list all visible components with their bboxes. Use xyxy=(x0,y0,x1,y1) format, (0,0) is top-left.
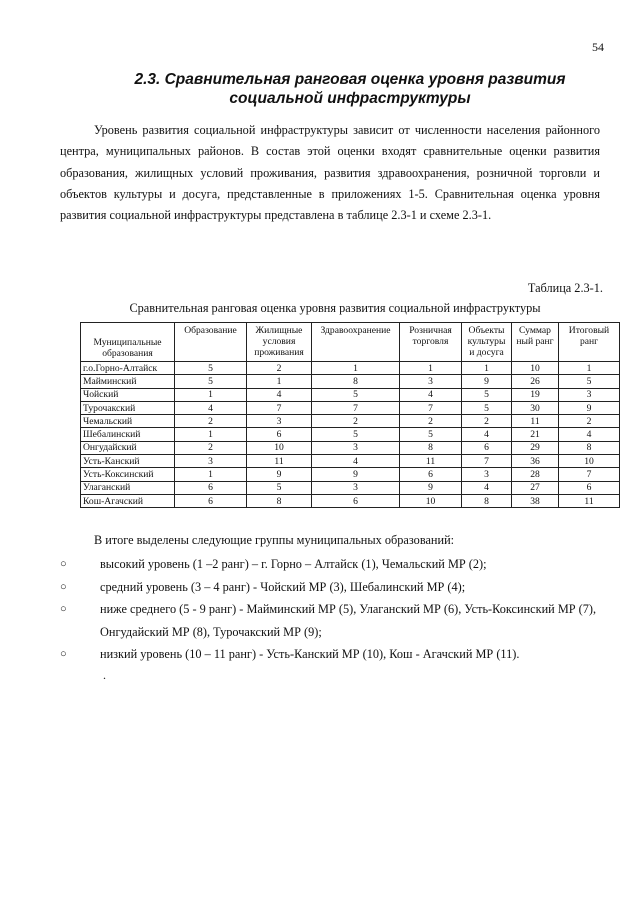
header-cell: Здравоохранение xyxy=(312,323,400,362)
list-item xyxy=(60,643,620,666)
rank-cell: 11 xyxy=(512,415,559,428)
rank-cell: 3 xyxy=(312,481,400,494)
municipality-cell: Улаганский xyxy=(81,481,175,494)
table-row xyxy=(81,481,620,494)
rank-cell: 8 xyxy=(559,441,620,454)
rank-cell: 4 xyxy=(462,428,512,441)
rank-cell: 26 xyxy=(512,375,559,388)
rank-cell: 7 xyxy=(400,401,462,414)
table-header-row xyxy=(81,323,620,362)
body-paragraph xyxy=(60,120,600,226)
municipality-cell: Чемальский xyxy=(81,415,175,428)
table-row xyxy=(81,468,620,481)
rank-cell: 3 xyxy=(559,388,620,401)
rank-cell: 27 xyxy=(512,481,559,494)
rank-cell: 5 xyxy=(462,388,512,401)
bullet-circle-icon: ○ xyxy=(60,603,67,615)
municipality-cell: Турочакский xyxy=(81,401,175,414)
rank-cell: 9 xyxy=(247,468,312,481)
rank-cell: 7 xyxy=(247,401,312,414)
rank-cell: 30 xyxy=(512,401,559,414)
table-row xyxy=(81,362,620,375)
page-number: 54 xyxy=(592,40,604,54)
rank-cell: 5 xyxy=(400,428,462,441)
municipality-cell: Усть-Канский xyxy=(81,455,175,468)
groups-list xyxy=(60,553,620,666)
rank-cell: 10 xyxy=(247,441,312,454)
rank-cell: 8 xyxy=(312,375,400,388)
municipality-cell: г.о.Горно-Алтайск xyxy=(81,362,175,375)
table-row xyxy=(81,401,620,414)
rank-cell: 5 xyxy=(175,362,247,375)
rank-cell: 7 xyxy=(559,468,620,481)
rank-cell: 2 xyxy=(312,415,400,428)
rank-cell: 6 xyxy=(247,428,312,441)
rank-cell: 1 xyxy=(400,362,462,375)
rank-cell: 5 xyxy=(559,375,620,388)
rank-cell: 3 xyxy=(247,415,312,428)
table-row xyxy=(81,375,620,388)
rank-cell: 4 xyxy=(462,481,512,494)
table-row xyxy=(81,428,620,441)
rank-cell: 8 xyxy=(400,441,462,454)
rank-cell: 9 xyxy=(462,375,512,388)
rank-cell: 6 xyxy=(175,481,247,494)
municipality-cell: Шебалинский xyxy=(81,428,175,441)
rank-cell: 4 xyxy=(400,388,462,401)
rank-cell: 1 xyxy=(175,468,247,481)
rank-cell: 1 xyxy=(559,362,620,375)
rank-cell: 5 xyxy=(462,401,512,414)
rank-cell: 5 xyxy=(312,428,400,441)
rank-cell: 4 xyxy=(312,455,400,468)
table-row xyxy=(81,388,620,401)
rank-cell: 9 xyxy=(400,481,462,494)
rank-cell: 1 xyxy=(247,375,312,388)
rank-cell: 10 xyxy=(400,494,462,507)
bullet-circle-icon: ○ xyxy=(60,580,67,593)
rank-cell: 3 xyxy=(400,375,462,388)
bullet-circle-icon: ○ xyxy=(60,648,67,660)
list-item-text: средний уровень (3 – 4 ранг) - Чойский МР (3), Шебалинский МР (4); xyxy=(100,579,466,594)
rank-cell: 19 xyxy=(512,388,559,401)
rank-cell: 3 xyxy=(175,455,247,468)
table-caption: Сравнительная ранговая оценка уровня развития социальной инфраструктуры xyxy=(129,301,541,315)
rank-cell: 36 xyxy=(512,455,559,468)
rank-cell: 10 xyxy=(512,362,559,375)
list-item xyxy=(60,553,620,576)
header-cell: Жилищные условия проживания xyxy=(247,323,312,362)
list-item-text: ниже среднего (5 - 9 ранг) - Майминский МР (5), Улаганский МР (6), Усть-Коксинский МР (7), Онгудайский МР (8), Турочакский МР (9); xyxy=(100,602,597,639)
list-item xyxy=(60,598,620,643)
rank-cell: 2 xyxy=(247,362,312,375)
header-cell: Образование xyxy=(175,323,247,362)
rank-cell: 6 xyxy=(559,481,620,494)
rank-cell: 38 xyxy=(512,494,559,507)
header-municipalities: Муниципальные образования xyxy=(93,337,162,359)
ranking-table xyxy=(80,322,620,508)
rank-cell: 28 xyxy=(512,468,559,481)
municipality-cell: Кош-Агачский xyxy=(81,494,175,507)
rank-cell: 11 xyxy=(400,455,462,468)
rank-cell: 8 xyxy=(247,494,312,507)
list-item-text: низкий уровень (10 – 11 ранг) - Усть-Канский МР (10), Кош - Агачский МР (11). xyxy=(100,647,520,661)
rank-cell: 7 xyxy=(312,401,400,414)
header-cell: Итоговый ранг xyxy=(559,323,620,362)
rank-cell: 1 xyxy=(175,428,247,441)
table-row xyxy=(81,494,620,507)
rank-cell: 3 xyxy=(462,468,512,481)
rank-cell: 2 xyxy=(559,415,620,428)
rank-cell: 7 xyxy=(462,455,512,468)
list-item xyxy=(60,576,620,599)
rank-cell: 6 xyxy=(400,468,462,481)
table-row xyxy=(81,441,620,454)
rank-cell: 6 xyxy=(312,494,400,507)
rank-cell: 10 xyxy=(559,455,620,468)
rank-cell: 5 xyxy=(312,388,400,401)
rank-cell: 11 xyxy=(247,455,312,468)
rank-cell: 9 xyxy=(312,468,400,481)
table-body xyxy=(81,362,620,508)
rank-cell: 6 xyxy=(175,494,247,507)
rank-cell: 21 xyxy=(512,428,559,441)
rank-cell: 9 xyxy=(559,401,620,414)
rank-cell: 6 xyxy=(462,441,512,454)
rank-cell: 11 xyxy=(559,494,620,507)
header-cell: Розничная торговля xyxy=(400,323,462,362)
summary-intro: В итоге выделены следующие группы муниципальных образований: xyxy=(94,533,455,547)
rank-cell: 29 xyxy=(512,441,559,454)
rank-cell: 4 xyxy=(559,428,620,441)
section-heading xyxy=(0,70,640,108)
table-row xyxy=(81,455,620,468)
header-cell: Суммар ный ранг xyxy=(512,323,559,362)
header-cell: Объекты культуры и досуга xyxy=(462,323,512,362)
header-cell xyxy=(81,323,175,362)
municipality-cell: Чойский xyxy=(81,388,175,401)
stray-mark: . xyxy=(103,668,106,682)
list-item-text: высокий уровень (1 –2 ранг) – г. Горно – Алтайск (1), Чемальский МР (2); xyxy=(100,557,487,571)
rank-cell: 2 xyxy=(462,415,512,428)
rank-cell: 1 xyxy=(175,388,247,401)
rank-cell: 2 xyxy=(400,415,462,428)
paragraph-text: Уровень развития социальной инфраструктуры зависит от численности населения районного центра, муниципальных районов. В состав этой оценки входят сравнительные оценки развития образования, жилищных условий проживания, развития здравоохранения, розничной торговли и объектов культуры и досуга, представленные в приложениях 1-5. Сравнительная оценка уровня развития социальной инфраструктуры представлена в таблице 2.3-1 и схеме 2.3-1. xyxy=(60,123,600,223)
section-title-line1: 2.3. Сравнительная ранговая оценка уровня развития xyxy=(134,71,566,88)
rank-cell: 1 xyxy=(462,362,512,375)
rank-cell: 1 xyxy=(312,362,400,375)
section-title-line2: социальной инфраструктуры xyxy=(229,90,471,107)
bullet-circle-icon: ○ xyxy=(60,558,67,570)
table-row xyxy=(81,415,620,428)
rank-cell: 8 xyxy=(462,494,512,507)
municipality-cell: Майминский xyxy=(81,375,175,388)
rank-cell: 4 xyxy=(247,388,312,401)
rank-cell: 3 xyxy=(312,441,400,454)
rank-cell: 4 xyxy=(175,401,247,414)
rank-cell: 5 xyxy=(175,375,247,388)
table-number: Таблица 2.3-1. xyxy=(527,281,603,295)
rank-cell: 2 xyxy=(175,441,247,454)
municipality-cell: Усть-Коксинский xyxy=(81,468,175,481)
rank-cell: 5 xyxy=(247,481,312,494)
rank-cell: 2 xyxy=(175,415,247,428)
municipality-cell: Онгудайский xyxy=(81,441,175,454)
